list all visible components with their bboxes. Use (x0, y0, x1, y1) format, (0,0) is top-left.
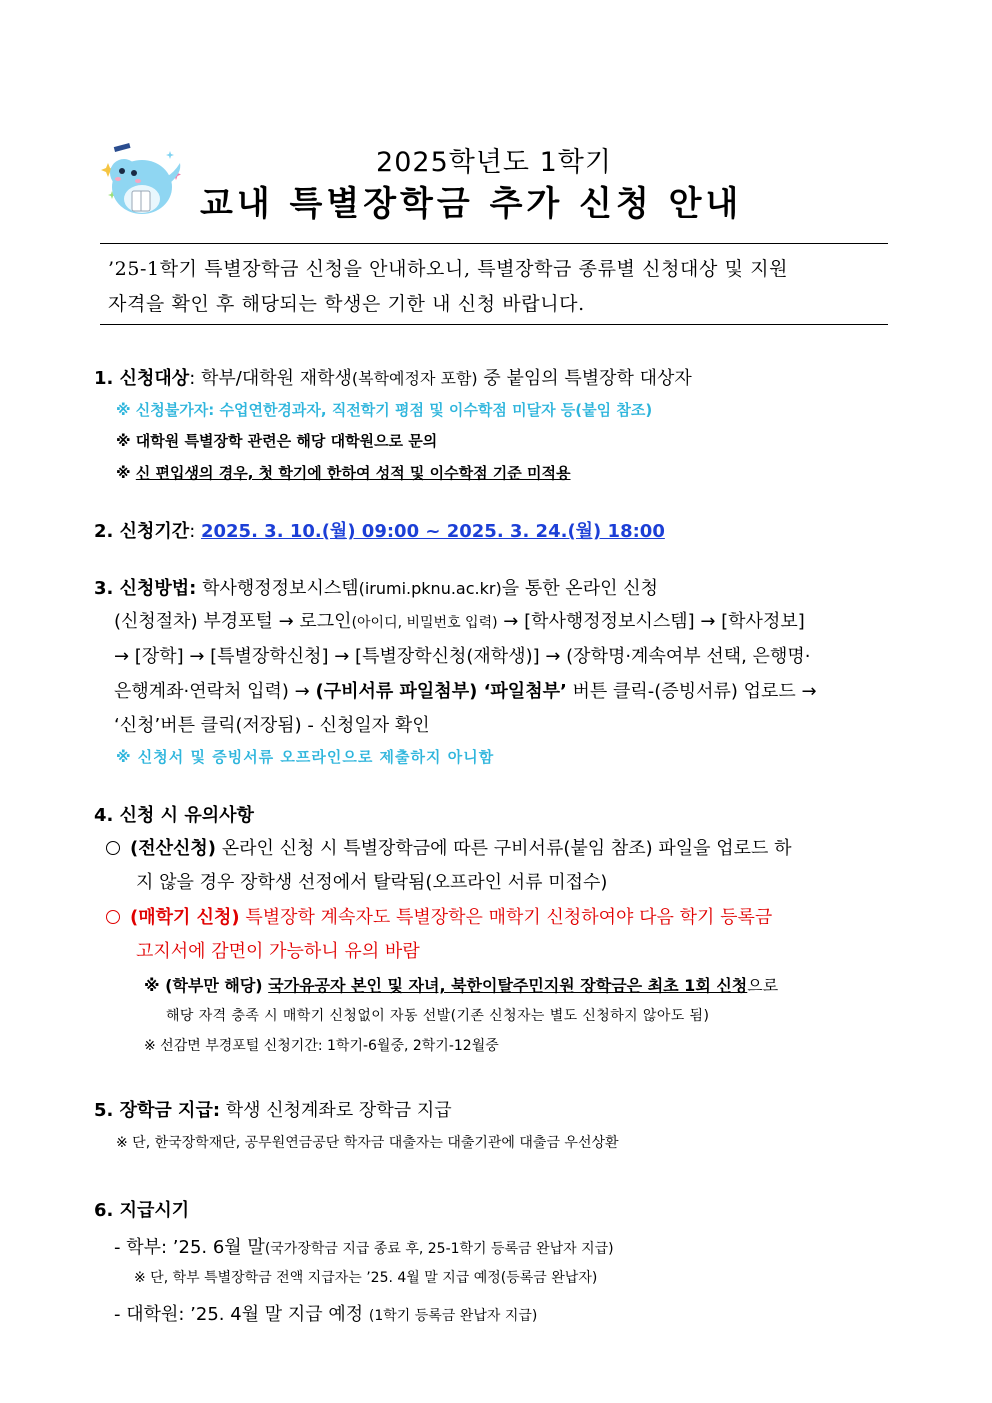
procedure-line-4: ‘신청’버튼 클릭(저장됨) - 신청일자 확인 (114, 715, 430, 736)
circle-bullet-icon (106, 910, 120, 924)
section-5-heading: 5. 장학금 지급: (94, 1100, 221, 1121)
section-6 (94, 1196, 189, 1222)
procedure-line-1: (신청절차) 부경포털 → 로그인(아이디, 비밀번호 입력) → [학사행정정보시스템] → [학사정보] (114, 611, 805, 632)
section-1-note-transfer: ※ 신 편입생의 경우, 첫 학기에 한하여 성적 및 이수학점 기준 미적용 (116, 464, 571, 482)
circle-bullet-icon (106, 841, 120, 855)
section-4-heading: 4. 신청 시 유의사항 (94, 805, 254, 826)
intro-top-rule (100, 243, 888, 244)
caution-note-portal-period: ※ 선감면 부경포털 신청기간: 1학기-6월중, 2학기-12월중 (144, 1038, 499, 1054)
document-subtitle: 2025학년도 1학기 (376, 147, 612, 178)
caution-item-every-semester: (매학기 신청) 특별장학 계속자도 특별장학은 매학기 신청하여야 다음 학기 등록금 (106, 903, 772, 929)
section-3-heading: 3. 신청방법: (94, 578, 197, 599)
section-1-heading: 1. 신청대상 (94, 368, 190, 389)
intro-line-2: 자격을 확인 후 해당되는 학생은 기한 내 신청 바랍니다. (108, 293, 585, 315)
section-4 (94, 801, 254, 827)
section-2: 2. 신청기간: 2025. 3. 10.(월) 09:00 ~ 2025. 3. 24.(월) 18:00 (94, 521, 665, 542)
caution-item-online: (전산신청) 온라인 신청 시 특별장학금에 따른 구비서류(붙임 참조) 파일을 업로드 하 (106, 834, 792, 860)
caution-note-auto-selection-cont: 해당 자격 충족 시 매학기 신청없이 자동 선발(기존 신청자는 별도 신청하지 않아도 됨) (166, 1008, 710, 1024)
payment-undergrad: - 학부: ’25. 6월 말(국가장학금 지급 종료 후, 25-1학기 등록금 완납자 지급) (114, 1237, 614, 1258)
payment-graduate: - 대학원: ’25. 4월 말 지급 예정 (1학기 등록금 완납자 지급) (114, 1304, 538, 1325)
section-5-note-loan: ※ 단, 한국장학재단, 공무원연금공단 학자금 대출자는 대출기관에 대출금 우선상환 (116, 1135, 619, 1151)
section-1-note-ineligible: ※ 신청불가자: 수업연한경과자, 직전학기 평점 및 이수학점 미달자 등(붙임 참조) (116, 401, 653, 419)
intro-bottom-rule (100, 324, 888, 325)
procedure-line-2: → [장학] → [특별장학신청] → [특별장학신청(재학생)] → (장학명·계속여부 선택, 은행명· (114, 646, 811, 667)
caution-item-every-semester-cont: 고지서에 감면이 가능하니 유의 바람 (136, 941, 420, 962)
section-6-heading: 6. 지급시기 (94, 1200, 190, 1221)
document-title: 교내 특별장학금 추가 신청 안내 (200, 184, 743, 224)
intro-line-1: ’25-1학기 특별장학금 신청을 안내하오니, 특별장학금 종류별 신청대상 및 지원 (108, 258, 789, 280)
payment-undergrad-note: ※ 단, 학부 특별장학금 전액 지급자는 ’25. 4월 말 지급 예정(등록금 완납자) (134, 1270, 598, 1286)
application-period: 2025. 3. 10.(월) 09:00 ~ 2025. 3. 24.(월) 18:00 (200, 521, 665, 542)
section-1: 1. 신청대상: 학부/대학원 재학생(복학예정자 포함) 중 붙임의 특별장학 대상자 (94, 368, 692, 389)
caution-note-auto-selection: ※ (학부만 해당) 국가유공자 본인 및 자녀, 북한이탈주민지원 장학금은 최초 1회 신청으로 (144, 976, 779, 995)
section-3: 3. 신청방법: 학사행정정보시스템(irumi.pknu.ac.kr)을 통한 온라인 신청 (94, 578, 658, 599)
caution-item-online-cont: 지 않을 경우 장학생 선정에서 탈락됨(오프라인 서류 미접수) (136, 872, 608, 893)
section-1-note-graduate: ※ 대학원 특별장학 관련은 해당 대학원으로 문의 (116, 432, 438, 450)
procedure-line-3: 은행계좌·연락처 입력) → (구비서류 파일첨부) ‘파일첨부’ 버튼 클릭-(증빙서류) 업로드 → (114, 681, 817, 702)
section-2-heading: 2. 신청기간 (94, 521, 190, 542)
section-5: 5. 장학금 지급: 학생 신청계좌로 장학금 지급 (94, 1100, 452, 1121)
section-3-note-offline: ※ 신청서 및 증빙서류 오프라인으로 제출하지 아니함 (116, 748, 495, 766)
